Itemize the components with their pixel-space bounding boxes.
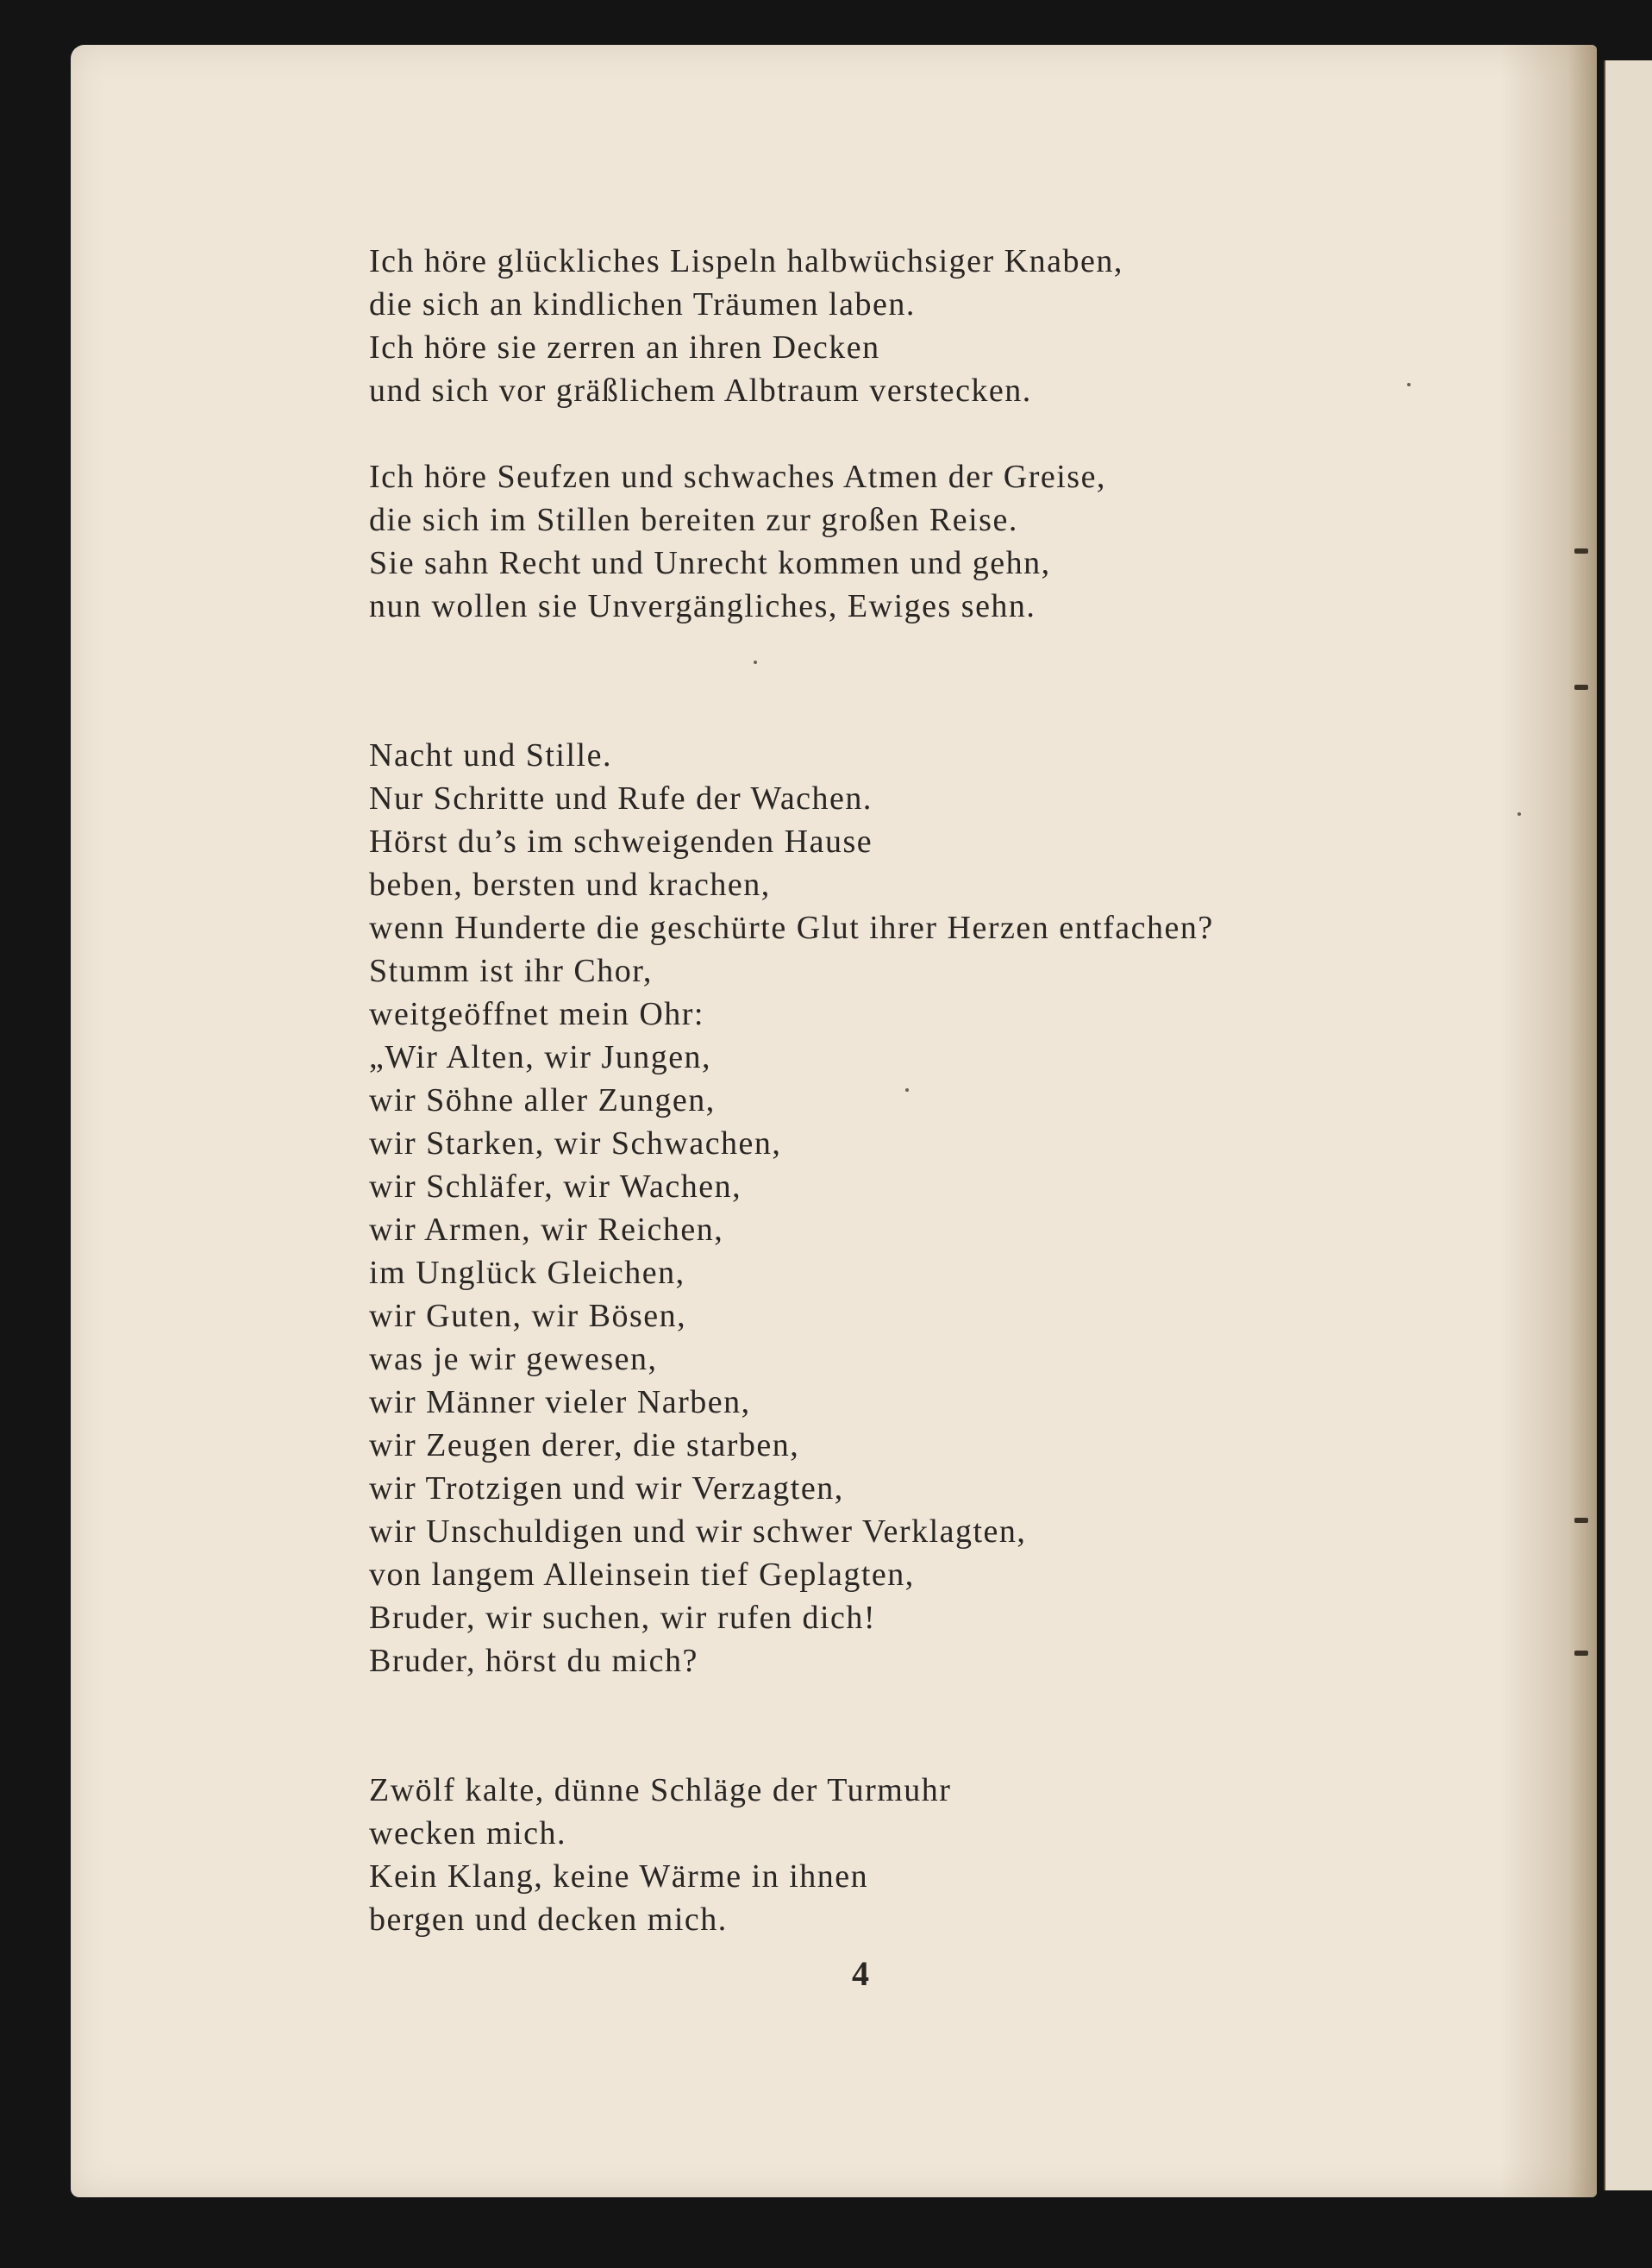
poem-line: Sie sahn Recht und Unrecht kommen und gehn, xyxy=(369,545,1051,581)
poem-line: wir Guten, wir Bösen, xyxy=(369,1298,687,1334)
poem-line: die sich an kindlichen Träumen laben. xyxy=(369,286,916,323)
poem-line: Ich höre Seufzen und schwaches Atmen der Greise, xyxy=(369,459,1106,495)
page-number: 4 xyxy=(852,1954,869,1993)
poem-line: wir Schläfer, wir Wachen, xyxy=(369,1168,742,1205)
poem-line: und sich vor gräßlichem Albtraum verstecken. xyxy=(369,373,1032,409)
poem-line: Nacht und Stille. xyxy=(369,737,612,774)
paper-speck xyxy=(1517,812,1521,816)
binding-thread-mark xyxy=(1574,1651,1588,1656)
poem-line: wir Zeugen derer, die starben, xyxy=(369,1427,800,1463)
stanza-3 xyxy=(369,734,1214,1682)
poem-line: Kein Klang, keine Wärme in ihnen xyxy=(369,1858,869,1895)
page-gutter-shadow xyxy=(1500,45,1597,2197)
poem-line: die sich im Stillen bereiten zur großen Reise. xyxy=(369,502,1018,538)
poem-line: Bruder, wir suchen, wir rufen dich! xyxy=(369,1600,877,1636)
poem-line: im Unglück Gleichen, xyxy=(369,1255,685,1291)
poem-line: von langem Alleinsein tief Geplagten, xyxy=(369,1557,915,1593)
poem-line: Ich höre glückliches Lispeln halbwüchsiger Knaben, xyxy=(369,243,1123,279)
poem-line: wir Trotzigen und wir Verzagten, xyxy=(369,1470,844,1507)
poem-line: Hörst du’s im schweigenden Hause xyxy=(369,824,873,860)
poem-line: Ich höre sie zerren an ihren Decken xyxy=(369,329,880,366)
binding-thread-mark xyxy=(1574,548,1588,554)
poem-line: wir Starken, wir Schwachen, xyxy=(369,1125,782,1162)
paper-speck xyxy=(1407,383,1411,386)
stanza-1 xyxy=(369,240,1214,412)
poem-line: wir Söhne aller Zungen, xyxy=(369,1082,716,1118)
binding-thread-mark xyxy=(1574,685,1588,690)
poem-line: nun wollen sie Unvergängliches, Ewiges sehn. xyxy=(369,588,1036,624)
poem-line: Bruder, hörst du mich? xyxy=(369,1643,698,1679)
poem-line: „Wir Alten, wir Jungen, xyxy=(369,1039,712,1075)
binding-thread-mark xyxy=(1574,1518,1588,1523)
poem-line: weitgeöffnet mein Ohr: xyxy=(369,996,704,1032)
poem-line: wir Armen, wir Reichen, xyxy=(369,1212,724,1248)
poem-line: wir Unschuldigen und wir schwer Verklagten, xyxy=(369,1513,1027,1550)
stanza-4 xyxy=(369,1769,1214,1941)
poem-line: was je wir gewesen, xyxy=(369,1341,658,1377)
poem-line: wecken mich. xyxy=(369,1815,567,1851)
poem-line: Stumm ist ihr Chor, xyxy=(369,953,653,989)
poem-text xyxy=(369,240,1214,1941)
poem-line: Zwölf kalte, dünne Schläge der Turmuhr xyxy=(369,1772,952,1808)
poem-line: beben, bersten und krachen, xyxy=(369,867,771,903)
poem-line: wir Männer vieler Narben, xyxy=(369,1384,751,1420)
stanza-2 xyxy=(369,455,1214,628)
poem-line: Nur Schritte und Rufe der Wachen. xyxy=(369,780,873,817)
poem-line: bergen und decken mich. xyxy=(369,1901,728,1938)
facing-page-edge xyxy=(1604,60,1652,2190)
poem-line: wenn Hunderte die geschürte Glut ihrer Herzen entfachen? xyxy=(369,910,1214,946)
